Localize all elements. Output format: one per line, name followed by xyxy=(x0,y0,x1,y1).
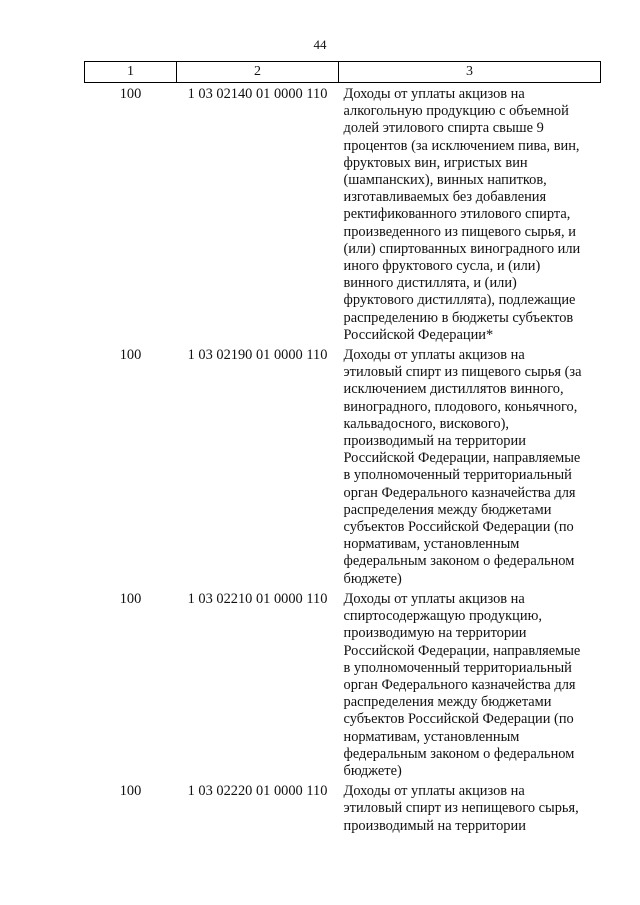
description-line: алкогольную продукцию с объемной xyxy=(343,103,569,120)
admin-code-cell: 100 xyxy=(119,590,142,607)
description-line: иного фруктового сусла, и (или) xyxy=(343,258,541,275)
description-line: (шампанских), винных напитков, xyxy=(343,172,547,189)
description-line: (или) спиртованных виноградного или xyxy=(343,240,581,257)
description-line: Российской Федерации, направляемые xyxy=(343,642,581,659)
table-body xyxy=(85,83,601,835)
description-line: субъектов Российской Федерации (по xyxy=(343,519,574,536)
column-header-1: 1 xyxy=(85,62,177,83)
description-line: кальвадосного, вискового), xyxy=(343,415,509,432)
description-line: нормативам, установленным xyxy=(343,728,520,745)
description-line: федеральным законом о федеральном xyxy=(343,553,575,570)
description-line: ректификованного этилового спирта, xyxy=(343,206,571,223)
revenue-description-cell xyxy=(339,588,601,780)
page-number: 44 xyxy=(313,37,327,52)
budget-classification-code-cell: 1 03 02140 01 0000 110 xyxy=(187,86,328,102)
description-line: Доходы от уплаты акцизов на xyxy=(343,86,525,102)
revenue-description-cell xyxy=(339,780,601,835)
description-line: субъектов Российской Федерации (по xyxy=(343,711,574,728)
description-line: винного дистиллята, и (или) xyxy=(343,275,517,292)
description-line: этиловый спирт из пищевого сырья (за xyxy=(343,364,582,381)
description-line: орган Федерального казначейства для xyxy=(343,484,576,501)
description-line: производимый на территории xyxy=(343,433,526,450)
table-header-row xyxy=(85,62,601,83)
description-line: в уполномоченный территориальный xyxy=(343,659,572,676)
description-line: исключением дистиллятов винного, xyxy=(343,381,564,398)
description-line: процентов (за исключением пива, вин, xyxy=(343,137,580,154)
description-line: долей этилового спирта свыше 9 xyxy=(343,120,544,137)
column-header-3: 3 xyxy=(339,62,601,83)
description-line: распределения между бюджетами xyxy=(343,501,552,518)
description-line: изготавливаемых без добавления xyxy=(343,189,547,206)
table-row xyxy=(85,780,601,835)
admin-code-cell: 100 xyxy=(119,86,142,102)
description-line: Доходы от уплаты акцизов на xyxy=(343,783,525,800)
revenue-description-cell xyxy=(339,344,601,588)
description-line: производимый на территории xyxy=(343,817,526,834)
table-row xyxy=(85,344,601,588)
description-line: производимую на территории xyxy=(343,625,527,642)
admin-code-cell: 100 xyxy=(119,783,142,800)
description-line: спиртосодержащую продукцию, xyxy=(343,608,542,625)
table-row xyxy=(85,588,601,780)
budget-classification-code-cell: 1 03 02190 01 0000 110 xyxy=(187,347,328,364)
revenue-codes-table xyxy=(84,61,601,835)
table-row xyxy=(85,83,601,345)
description-line: Доходы от уплаты акцизов на xyxy=(343,590,525,607)
description-line: распределения между бюджетами xyxy=(343,694,552,711)
description-line: федеральным законом о федеральном xyxy=(343,745,575,762)
description-line: Российской Федерации* xyxy=(343,326,494,343)
description-line: распределению в бюджеты субъектов xyxy=(343,309,574,326)
budget-classification-code-cell: 1 03 02210 01 0000 110 xyxy=(187,590,328,607)
description-line: Доходы от уплаты акцизов на xyxy=(343,347,525,364)
description-line: произведенного из пищевого сырья, и xyxy=(343,223,576,240)
description-line: в уполномоченный территориальный xyxy=(343,467,572,484)
admin-code-cell: 100 xyxy=(119,347,142,364)
description-line: фруктового дистиллята), подлежащие xyxy=(343,292,576,309)
description-line: фруктовых вин, игристых вин xyxy=(343,154,528,171)
description-line: этиловый спирт из непищевого сырья, xyxy=(343,800,579,817)
budget-classification-code-cell: 1 03 02220 01 0000 110 xyxy=(187,783,328,800)
revenue-description-cell xyxy=(339,83,601,345)
column-header-2: 2 xyxy=(177,62,339,83)
description-line: бюджете) xyxy=(343,762,402,779)
description-line: нормативам, установленным xyxy=(343,536,520,553)
description-line: бюджете) xyxy=(343,570,402,587)
description-line: орган Федерального казначейства для xyxy=(343,676,576,693)
description-line: виноградного, плодового, коньячного, xyxy=(343,398,578,415)
description-line: Российской Федерации, направляемые xyxy=(343,450,581,467)
